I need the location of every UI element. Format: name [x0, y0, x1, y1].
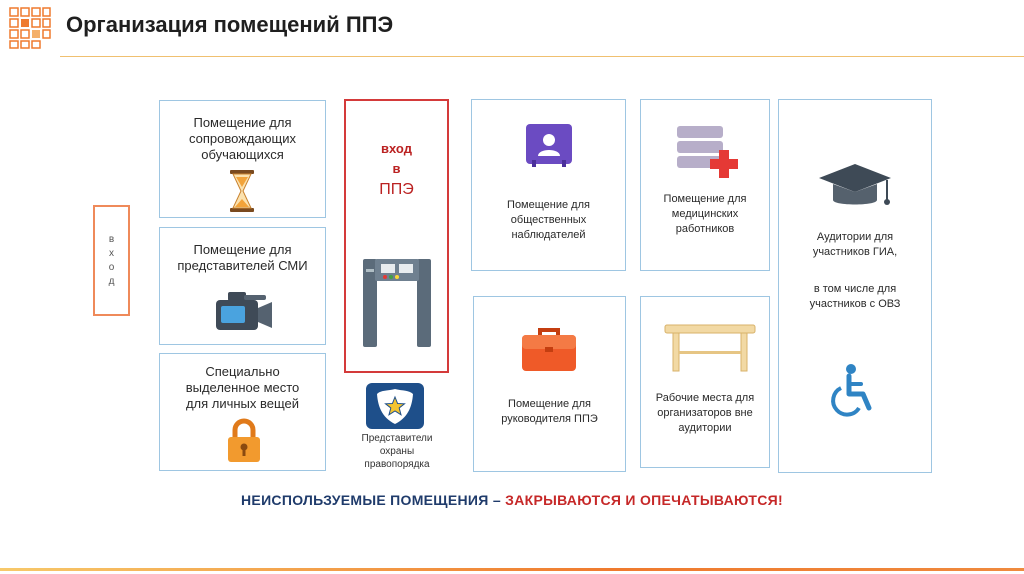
gate-label-ppe: ППЭ: [379, 181, 414, 198]
graduation-cap-icon: [817, 160, 893, 216]
entry-sign: [93, 205, 130, 316]
room-belongings-label: Специально выделенное место для личных вещей: [185, 364, 300, 411]
room-head-label: Помещение для руководителя ППЭ: [501, 398, 598, 425]
bottom-divider: [0, 568, 1024, 571]
room-medical: [640, 99, 770, 271]
padlock-icon: [226, 418, 262, 464]
metal-detector-icon: [361, 257, 433, 349]
video-camera-icon: [214, 290, 274, 334]
table-icon: [663, 323, 757, 373]
police-badge-icon: [365, 382, 425, 430]
room-escort: [159, 100, 326, 218]
id-badge-icon: [524, 122, 574, 168]
room-belongings: [159, 353, 326, 471]
room-escort-label: Помещение для сопровождающих обучающихся: [189, 115, 296, 162]
room-media-label: Помещение для представителей СМИ: [177, 242, 308, 273]
room-organizers: [640, 296, 770, 468]
room-organizers-label: Рабочие места для организаторов вне аудитории: [655, 392, 755, 434]
hourglass-icon: [227, 169, 257, 213]
footer-note-part2: ЗАКРЫВАЮТСЯ И ОПЕЧАТЫВАЮТСЯ!: [505, 492, 783, 508]
page-title: Организация помещений ППЭ: [66, 12, 394, 37]
wheelchair-icon: [823, 362, 879, 422]
footer-note-part1: НЕИСПОЛЬЗУЕМЫЕ ПОМЕЩЕНИЯ –: [241, 492, 506, 508]
room-observers-label: Помещение для общественных наблюдателей: [507, 199, 590, 241]
room-head: [473, 296, 626, 472]
medical-cross-icon: [675, 124, 745, 178]
entry-label: в х о д: [108, 234, 115, 287]
room-medical-label: Помещение для медицинских работников: [663, 193, 747, 235]
room-media: [159, 227, 326, 345]
room-auditoriums-label-1: Аудитории для участников ГИА,: [812, 231, 898, 258]
entry-gate-zone: [344, 99, 449, 373]
room-observers: [471, 99, 626, 271]
footer-note: [0, 492, 1024, 508]
room-auditoriums-label-2: в том числе для участников с ОВЗ: [809, 283, 901, 310]
gate-label-top: вход в: [381, 141, 412, 176]
title-divider: [60, 56, 1024, 57]
room-auditoriums: [778, 99, 932, 473]
police-label: Представители охраны правопорядка: [361, 433, 433, 470]
briefcase-icon: [520, 325, 578, 373]
logo-grid-icon: [8, 6, 52, 50]
